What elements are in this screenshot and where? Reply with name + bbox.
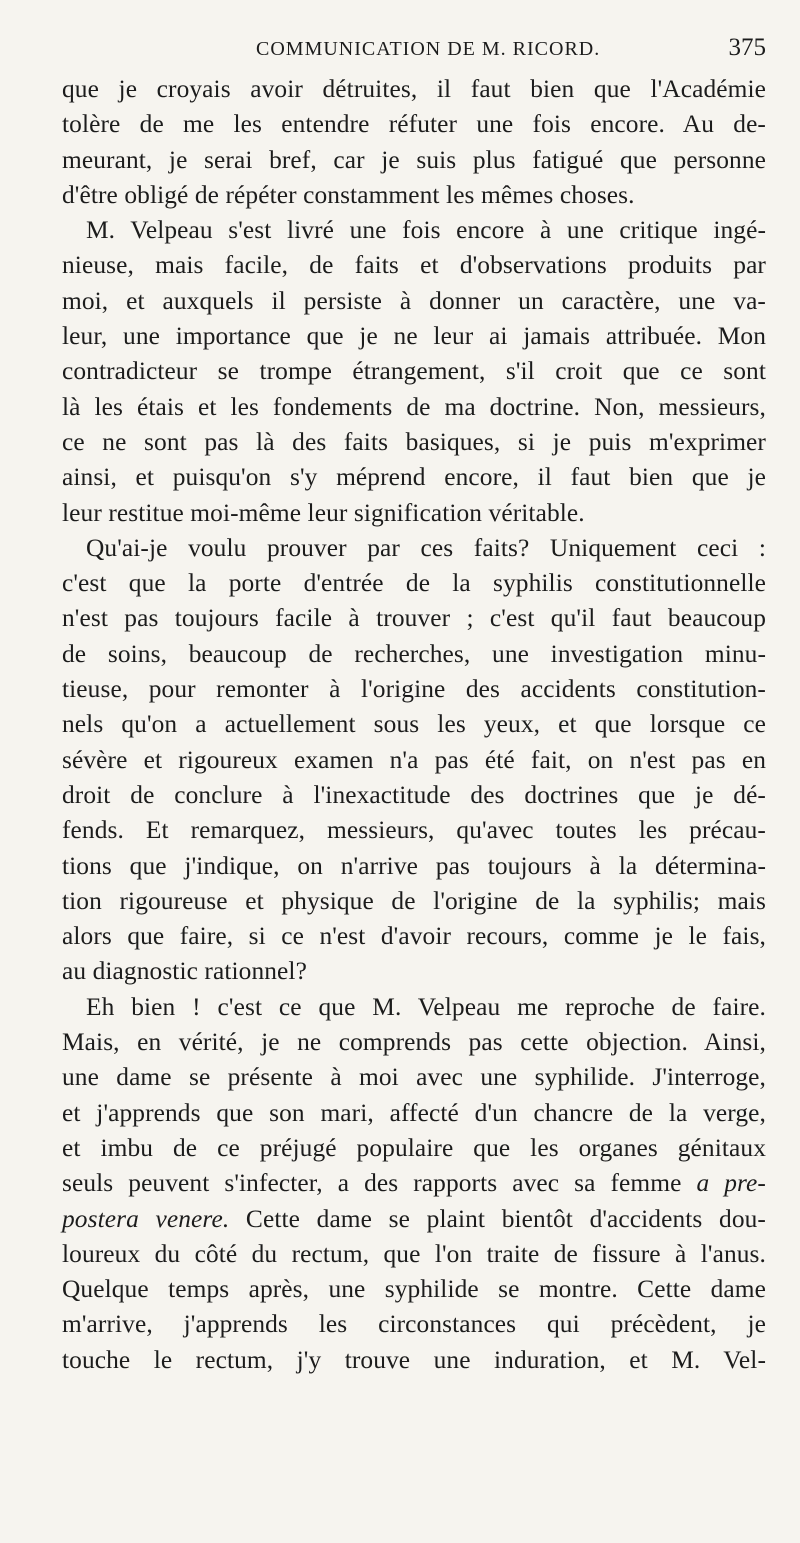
text-line xyxy=(62,425,766,460)
text-line xyxy=(62,813,766,848)
line-text: et imbu de ce préjugé populaire que les organes génitaux xyxy=(62,1133,766,1162)
text-line xyxy=(62,72,766,107)
line-text: d'être obligé de répéter constamment les mêmes choses. xyxy=(62,180,635,209)
line-text: Mais, en vérité, je ne comprends pas cette objection. Ainsi, xyxy=(62,1028,766,1057)
text-line xyxy=(62,778,766,813)
line-text: seuls peuvent s'infecter, a des rapports avec sa femme xyxy=(62,1169,682,1198)
text-line xyxy=(62,1166,766,1201)
page-number: 375 xyxy=(728,34,766,61)
line-text: loureux du côté du rectum, que l'on traite de fissure à l'anus. xyxy=(62,1239,766,1268)
line-text: n'est pas toujours facile à trouver ; c'est qu'il faut beaucoup xyxy=(62,604,766,633)
line-text: ce ne sont pas là des faits basiques, si je puis m'exprimer xyxy=(62,427,766,456)
text-line xyxy=(62,1060,766,1095)
running-title: COMMUNICATION DE M. RICORD. xyxy=(256,38,601,60)
line-text: contradicteur se trompe étrangement, s'il croit que ce sont xyxy=(62,357,766,386)
line-text: droit de conclure à l'inexactitude des doctrines que je dé- xyxy=(62,780,766,809)
text-line xyxy=(62,672,766,707)
text-line xyxy=(62,178,766,213)
text-line xyxy=(62,919,766,954)
line-text: là les étais et les fondements de ma doctrine. Non, messieurs, xyxy=(62,392,766,421)
text-line xyxy=(62,460,766,495)
line-text: meurant, je serai bref, car je suis plus fatigué que personne xyxy=(62,145,766,174)
line-text: leur restitue moi-même leur signification véritable. xyxy=(62,498,585,527)
text-line xyxy=(62,1096,766,1131)
line-text: alors que faire, si ce n'est d'avoir recours, comme je le fais, xyxy=(62,922,766,951)
line-text: tolère de me les entendre réfuter une fois encore. Au de- xyxy=(62,110,766,139)
text-line xyxy=(62,1237,766,1272)
text-line xyxy=(62,884,766,919)
text-line xyxy=(62,248,766,283)
line-text: tieuse, pour remonter à l'origine des accidents constitution- xyxy=(62,675,766,704)
text-line xyxy=(62,107,766,142)
text-line xyxy=(62,143,766,178)
line-text: tion rigoureuse et physique de l'origine de la syphilis; mais xyxy=(62,886,766,915)
text-line xyxy=(62,1343,766,1378)
line-text: Quelque temps après, une syphilide se montre. Cette dame xyxy=(62,1275,766,1304)
line-text: fends. Et remarquez, messieurs, qu'avec toutes les précau- xyxy=(62,816,766,845)
line-text: Cette dame se plaint bientôt d'accidents dou- xyxy=(229,1204,766,1233)
line-text: une dame se présente à moi avec une syphilide. J'interroge, xyxy=(62,1063,766,1092)
text-line xyxy=(62,354,766,389)
text-line xyxy=(62,1025,766,1060)
italic-phrase: a pre- xyxy=(696,1169,766,1198)
text-line xyxy=(62,496,766,531)
line-text: nels qu'on a actuellement sous les yeux, et que lorsque ce xyxy=(62,710,766,739)
line-text: au diagnostic rationnel? xyxy=(62,957,307,986)
line-text: Eh bien ! c'est ce que M. Velpeau me reproche de faire. xyxy=(86,992,766,1021)
text-line xyxy=(62,743,766,778)
line-text: que je croyais avoir détruites, il faut bien que l'Académie xyxy=(62,75,766,103)
text-line xyxy=(62,284,766,319)
text-line xyxy=(62,707,766,742)
text-line xyxy=(62,954,766,989)
body-text xyxy=(62,72,766,1378)
italic-phrase: postera venere. xyxy=(62,1204,230,1233)
line-text: m'arrive, j'apprends les circonstances qui précèdent, je xyxy=(62,1310,766,1339)
text-line xyxy=(62,1131,766,1166)
line-text: touche le rectum, j'y trouve une induration, et M. Vel- xyxy=(62,1345,766,1374)
text-line xyxy=(62,319,766,354)
line-text: et j'apprends que son mari, affecté d'un chancre de la verge, xyxy=(62,1098,766,1127)
line-text: tions que j'indique, on n'arrive pas toujours à la détermina- xyxy=(62,851,766,880)
text-line xyxy=(62,1272,766,1307)
line-text: leur, une importance que je ne leur ai jamais attribuée. Mon xyxy=(62,322,766,351)
line-text: moi, et auxquels il persiste à donner un caractère, une va- xyxy=(62,286,766,315)
text-line xyxy=(62,849,766,884)
line-text: de soins, beaucoup de recherches, une investigation minu- xyxy=(62,639,766,668)
text-line xyxy=(62,1202,766,1237)
text-line xyxy=(62,637,766,672)
line-text: M. Velpeau s'est livré une fois encore à une critique ingé- xyxy=(86,216,766,245)
text-line xyxy=(62,566,766,601)
line-text: ainsi, et puisqu'on s'y méprend encore, il faut bien que je xyxy=(62,463,766,492)
line-text: Qu'ai-je voulu prouver par ces faits? Uniquement ceci : xyxy=(86,533,766,562)
text-line xyxy=(62,390,766,425)
line-text: sévère et rigoureux examen n'a pas été fait, on n'est pas en xyxy=(62,745,766,774)
text-line xyxy=(62,990,766,1025)
running-header xyxy=(62,26,766,66)
text-line xyxy=(62,1307,766,1342)
line-text: c'est que la porte d'entrée de la syphilis constitutionnelle xyxy=(62,569,766,598)
text-line xyxy=(62,601,766,636)
line-text: nieuse, mais facile, de faits et d'observations produits par xyxy=(62,251,766,280)
text-line xyxy=(62,531,766,566)
text-line xyxy=(62,213,766,248)
